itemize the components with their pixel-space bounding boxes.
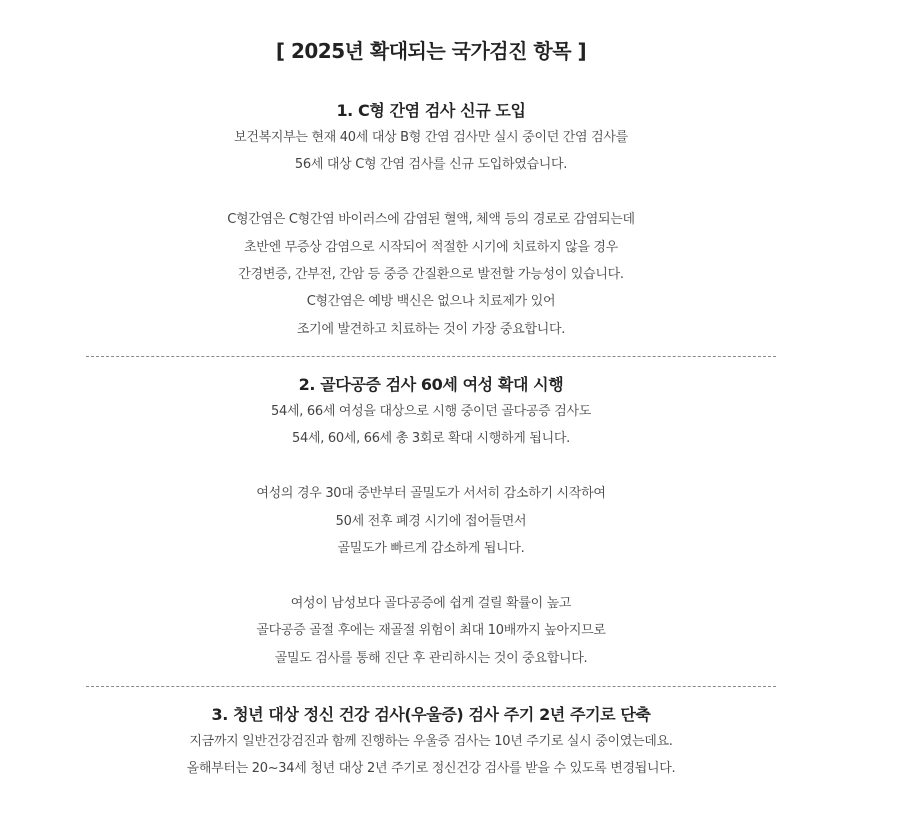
section-divider: [86, 356, 776, 357]
paragraph: [0, 480, 862, 562]
paragraph-gap: [0, 453, 862, 480]
paragraph: [0, 590, 862, 672]
section-hepatitis-c: [0, 98, 862, 343]
text-line: 지금까지 일반건강검진과 함께 진행하는 우울증 검사는 10년 주기로 실시 중이였는데요.: [189, 734, 673, 749]
section-osteoporosis: [0, 372, 862, 672]
paragraph: [0, 124, 862, 179]
text-line: 골밀도가 빠르게 감소하게 됩니다.: [337, 541, 525, 557]
text-line: 간경변증, 간부전, 간암 등 중증 간질환으로 발전할 가능성이 있습니다.: [238, 267, 624, 283]
text-line: 50세 전후 폐경 시기에 접어들면서: [335, 513, 527, 529]
section-heading: 3. 청년 대상 정신 건강 검사(우울증) 검사 주기 2년 주기로 단축: [211, 705, 651, 724]
text-line: 54세, 66세 여성을 대상으로 시행 중이던 골다공증 검사도: [271, 404, 591, 419]
paragraph: [0, 206, 862, 343]
text-line: 조기에 발견하고 치료하는 것이 가장 중요합니다.: [296, 321, 566, 337]
text-line: 여성의 경우 30대 중반부터 골밀도가 서서히 감소하기 시작하여: [256, 486, 606, 502]
paragraph: [0, 728, 862, 783]
paragraph: [0, 398, 862, 453]
section-heading: 1. C형 간염 검사 신규 도입: [336, 101, 526, 120]
section-divider: [86, 686, 776, 687]
text-line: 보건복지부는 현재 40세 대상 B형 간염 검사만 실시 중이던 간염 검사를: [234, 130, 628, 145]
text-line: 여성이 남성보다 골다공증에 쉽게 걸릴 확률이 높고: [290, 595, 572, 611]
section-heading: 2. 골다공증 검사 60세 여성 확대 시행: [298, 375, 564, 394]
text-line: C형간염은 C형간염 바이러스에 감염된 혈액, 체액 등의 경로로 감염되는데: [227, 212, 635, 228]
paragraph-gap: [0, 179, 862, 206]
text-line: 골다공증 골절 후에는 재골절 위험이 최대 10배까지 높아지므로: [256, 623, 606, 639]
text-line: 54세, 60세, 66세 총 3회로 확대 시행하게 됩니다.: [292, 431, 570, 447]
text-line: C형간염은 예방 백신은 없으나 치료제가 있어: [306, 294, 556, 310]
page-title: [ 2025년 확대되는 국가검진 항목 ]: [275, 39, 587, 63]
section-mental-health: [0, 702, 862, 783]
text-line: 올해부터는 20~34세 청년 대상 2년 주기로 정신건강 검사를 받을 수 있도록 변경됩니다.: [186, 761, 676, 777]
text-line: 초반엔 무증상 감염으로 시작되어 적절한 시기에 치료하지 않을 경우: [244, 239, 618, 255]
text-line: 골밀도 검사를 통해 진단 후 관리하시는 것이 중요합니다.: [274, 650, 588, 666]
text-line: 56세 대상 C형 간염 검사를 신규 도입하였습니다.: [294, 157, 568, 173]
paragraph-gap: [0, 562, 862, 589]
